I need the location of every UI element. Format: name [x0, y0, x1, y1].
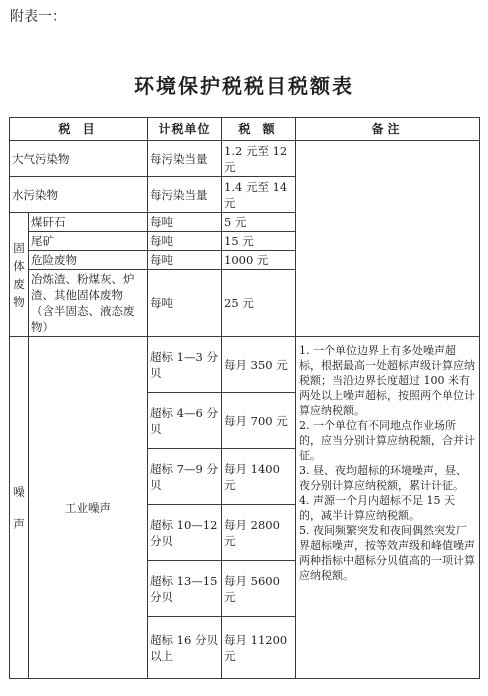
tax-rate-table — [9, 117, 480, 679]
header-remarks: 备注 — [296, 118, 480, 141]
noise-amount: 每月 2800 元 — [222, 505, 296, 561]
annex-label: 附表一： — [10, 9, 66, 25]
header-item: 税 目 — [10, 118, 148, 141]
noise-category: 噪声 — [10, 337, 29, 679]
noise-amount: 每月 350 元 — [222, 337, 296, 393]
water-amount: 1.4 元至 14 元 — [222, 177, 296, 213]
noise-unit: 超标 7—9 分贝 — [148, 449, 222, 505]
solid-item: 煤矸石 — [29, 213, 148, 232]
noise-unit: 超标 16 分贝以上 — [148, 617, 222, 679]
header-amount: 税 额 — [222, 118, 296, 141]
solid-category: 固体废物 — [10, 213, 29, 337]
solid-unit: 每吨 — [148, 251, 222, 270]
solid-unit: 每吨 — [148, 232, 222, 251]
table-row-air — [10, 141, 480, 177]
water-unit: 每污染当量 — [148, 177, 222, 213]
noise-unit: 超标 1—3 分贝 — [148, 337, 222, 393]
noise-amount: 每月 11200 元 — [222, 617, 296, 679]
noise-subcategory: 工业噪声 — [29, 337, 148, 679]
remark-item: 5. 夜间频繁突发和夜间偶然突发厂界超标噪声，按等效声级和峰值噪声两种指标中超标分贝值高的一项计算应纳税额。 — [299, 524, 475, 582]
solid-item: 尾矿 — [29, 232, 148, 251]
solid-unit: 每吨 — [148, 213, 222, 232]
solid-amount: 15 元 — [222, 232, 296, 251]
air-unit: 每污染当量 — [148, 141, 222, 177]
noise-unit: 超标 10—12 分贝 — [148, 505, 222, 561]
noise-unit: 超标 13—15 分贝 — [148, 561, 222, 617]
noise-remarks — [296, 337, 480, 679]
remark-item: 3. 昼、夜均超标的环境噪声，昼、夜分别计算应纳税额，累计计征。 — [299, 464, 467, 492]
noise-amount: 每月 700 元 — [222, 393, 296, 449]
solid-item: 冶炼渣、粉煤灰、炉渣、其他固体废物（含半固态、液态废物） — [29, 270, 148, 337]
table-title: 环境保护税税目税额表 — [134, 74, 354, 98]
table-row-noise — [10, 337, 480, 393]
noise-amount: 每月 5600 元 — [222, 561, 296, 617]
remark-item: 1. 一个单位边界上有多处噪声超标，根据最高一处超标声级计算应纳税额；当沿边界长度超过 100 米有两处以上噪声超标，按照两个单位计算应纳税额。 — [299, 344, 475, 417]
solid-item: 危险废物 — [29, 251, 148, 270]
air-amount: 1.2 元至 12 元 — [222, 141, 296, 177]
table-header-row — [10, 118, 480, 141]
remark-item: 2. 一个单位有不同地点作业场所的，应当分别计算应纳税额，合并计征。 — [299, 419, 475, 462]
solid-amount: 5 元 — [222, 213, 296, 232]
solid-amount: 1000 元 — [222, 251, 296, 270]
air-item: 大气污染物 — [10, 141, 148, 177]
water-item: 水污染物 — [10, 177, 148, 213]
noise-amount: 每月 1400 元 — [222, 449, 296, 505]
remark-item: 4. 声源一个月内超标不足 15 天的，减半计算应纳税额。 — [299, 494, 455, 522]
noise-unit: 超标 4—6 分贝 — [148, 393, 222, 449]
header-unit: 计税单位 — [148, 118, 222, 141]
solid-amount: 25 元 — [222, 270, 296, 337]
remarks-blank — [296, 141, 480, 337]
solid-unit: 每吨 — [148, 270, 222, 337]
